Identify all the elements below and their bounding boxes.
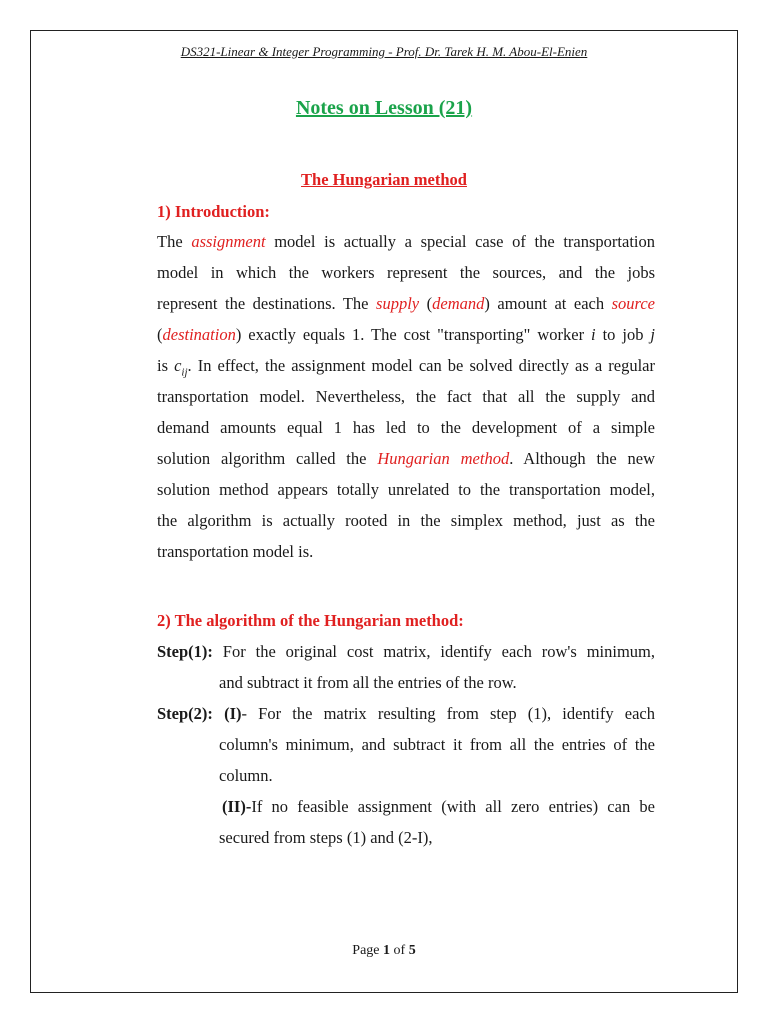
intro-paragraph	[157, 226, 655, 567]
intro-line-5: is $c_{ij}$. In effect, the assignment model can be solved directly as a regular	[157, 356, 655, 379]
section1-heading: 1) Introduction:	[157, 202, 270, 221]
intro-line-11: transportation model is.	[157, 542, 314, 561]
step1-continued	[219, 667, 655, 698]
step2-line-2: column's minimum, and subtract it from all the entries of the	[219, 735, 655, 754]
step2-continued	[219, 729, 655, 791]
intro-line-2: model in which the workers represent the sources, and the jobs	[157, 263, 655, 282]
intro-line-10: the algorithm is actually rooted in the simplex method, just as the	[157, 511, 655, 530]
intro-line-9: solution method appears totally unrelated to the transportation model,	[157, 480, 655, 499]
section2-heading: 2) The algorithm of the Hungarian method:	[157, 611, 464, 630]
page-title: Notes on Lesson (21)	[295, 97, 473, 119]
step2-II-line-2: secured from steps (1) and (2-I),	[219, 828, 433, 847]
intro-line-6: transportation model. Nevertheless, the fact that all the supply and	[157, 387, 655, 406]
running-header: DS321-Linear & Integer Programming - Prof. Dr. Tarek H. M. Abou-El-Enien	[180, 44, 588, 59]
intro-line-7: demand amounts equal 1 has led to the development of a simple	[157, 418, 655, 437]
page-footer: Page 1 of 5	[352, 943, 416, 958]
step1-line-1: Step(1): For the original cost matrix, identify each row's minimum,	[157, 642, 655, 661]
intro-line-1: The assignment model is actually a special case of the transportation	[157, 232, 655, 251]
step1	[157, 636, 655, 667]
intro-line-3: represent the destinations. The supply (demand) amount at each source	[157, 294, 656, 313]
step2-II	[222, 791, 655, 822]
step2-line-1: Step(2): (I)- For the matrix resulting from step (1), identify each	[157, 704, 655, 723]
step2-line-3: column.	[219, 766, 273, 785]
step2-II-continued	[219, 822, 655, 853]
intro-line-4: (destination) exactly equals 1. The cost "transporting" worker i to job j	[157, 325, 656, 344]
step2	[157, 698, 655, 729]
step1-line-2: and subtract it from all the entries of the row.	[219, 673, 517, 692]
intro-line-8: solution algorithm called the Hungarian method. Although the new	[157, 449, 655, 468]
section-subtitle: The Hungarian method	[301, 170, 467, 189]
step2-II-line-1: (II)-If no feasible assignment (with all zero entries) can be	[222, 797, 655, 816]
